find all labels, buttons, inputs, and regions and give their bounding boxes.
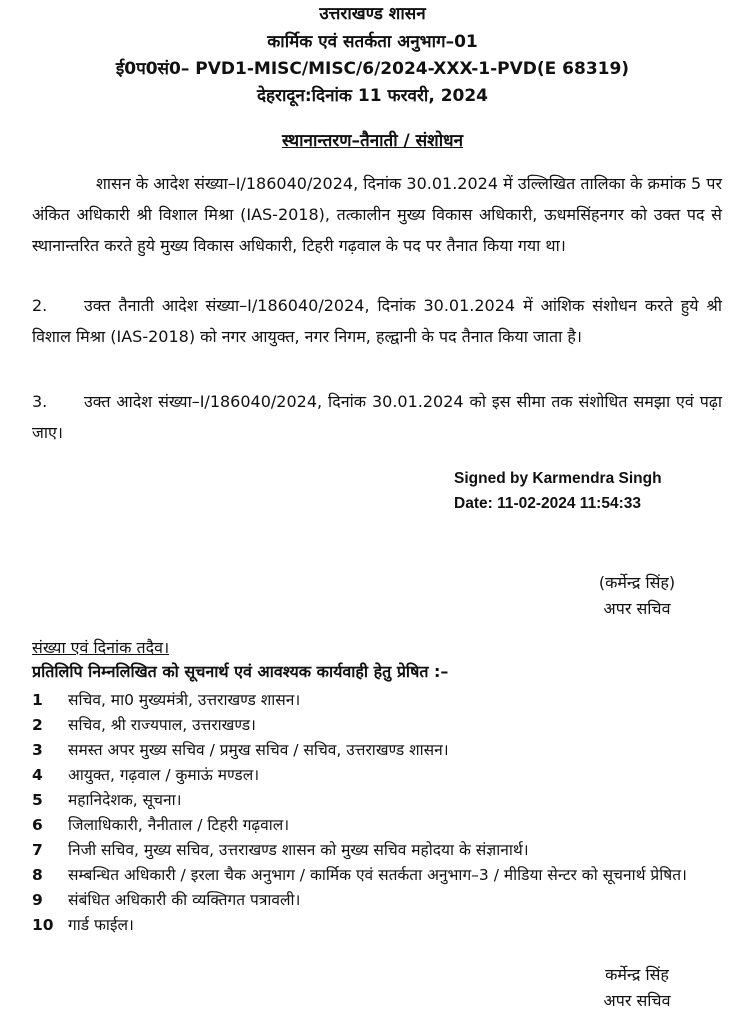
list-item [32, 838, 732, 863]
paragraph-2-number: 2. [32, 296, 48, 315]
list-item-text: समस्त अपर मुख्य सचिव / प्रमुख सचिव / सचिव, उत्तराखण्ड शासन। [68, 741, 449, 759]
list-item-text: महानिदेशक, सूचना। [68, 791, 182, 809]
file-number: ई0प0सं0– PVD1-MISC/MISC/6/2024-XXX-1-PVD(E 68319) [115, 59, 630, 79]
list-item-number: 7 [32, 841, 43, 859]
list-item [32, 888, 732, 913]
list-item-text: गार्ड फाईल। [68, 916, 134, 934]
list-item-number: 10 [32, 916, 54, 934]
paragraph-3-number: 3. [32, 392, 48, 411]
list-item [32, 913, 732, 938]
list-item [32, 763, 732, 788]
paragraph-2 [32, 290, 722, 352]
list-item-text: सम्बन्धित अधिकारी / इरला चैक अनुभाग / कार्मिक एवं सतर्कता अनुभाग–3 / मीडिया सेन्टर को सूचनार्थ प्रेषित। [68, 866, 687, 884]
list-item [32, 688, 732, 713]
list-item-number: 4 [32, 766, 43, 784]
list-item-number: 9 [32, 891, 43, 909]
list-item-text: निजी सचिव, मुख्य सचिव, उत्तराखण्ड शासन को मुख्य सचिव महोदया के संज्ञानार्थ। [68, 841, 529, 859]
list-item [32, 813, 732, 838]
list-item-text: संबंधित अधिकारी की व्यक्तिगत पत्रावली। [68, 891, 301, 909]
closing-signatory-block [572, 962, 702, 1014]
subject-heading: स्थानान्तरण–तैनाती / संशोधन [281, 131, 464, 151]
reference-block [32, 636, 448, 684]
paragraph-1-text: शासन के आदेश संख्या–I/186040/2024, दिनांक 30.01.2024 में उल्लिखित तालिका के क्रमांक 5 पर अंकित अधिकारी श्री विशाल मिश्रा (IAS-2018), तत्कालीन मुख्य विकास अधिकारी, ऊधमसिंहनगर को उक्त पद से स्थानान्तरित करते हुये मुख्य विकास अधिकारी, टिहरी गढ़वाल के पद पर तैनात किया गया था। [32, 174, 722, 255]
paragraph-2-text: उक्त तैनाती आदेश संख्या–I/186040/2024, दिनांक 30.01.2024 में आंशिक संशोधन करते हुये श्री विशाल मिश्रा (IAS-2018) को नगर आयुक्त, नगर निगम, हल्द्वानी के पद तैनात किया जाता है। [32, 296, 722, 346]
reference-intro: प्रतिलिपि निम्नलिखित को सूचनार्थ एवं आवश्यक कार्यवाही हेतु प्रेषित :– [32, 662, 449, 681]
list-item-number: 6 [32, 816, 43, 834]
list-item [32, 863, 732, 888]
section-heading: कार्मिक एवं सतर्कता अनुभाग–01 [267, 32, 478, 52]
list-item-text: सचिव, श्री राज्यपाल, उत्तराखण्ड। [68, 716, 256, 734]
list-item-number: 1 [32, 691, 43, 709]
list-item-number: 2 [32, 716, 43, 734]
place-date: देहरादून:दिनांक 11 फरवरी, 2024 [256, 86, 489, 106]
paragraph-3-text: उक्त आदेश संख्या–I/186040/2024, दिनांक 30.01.2024 को इस सीमा तक संशोधित समझा एवं पढ़ा जाए। [32, 392, 722, 442]
list-item-text: आयुक्त, गढ़वाल / कुमाऊं मण्डल। [68, 766, 260, 784]
list-item-number: 3 [32, 741, 43, 759]
list-item [32, 738, 732, 763]
signatory-name: (कर्मेन्द्र सिंह) [598, 573, 676, 592]
paragraph-3 [32, 386, 722, 448]
digital-signature [454, 466, 662, 516]
list-item [32, 788, 732, 813]
digital-signature-signer: Signed by Karmendra Singh [454, 470, 662, 487]
closing-signatory-name: कर्मेन्द्र सिंह [605, 965, 669, 984]
signatory-block [572, 570, 702, 622]
list-item-text: सचिव, मा0 मुख्यमंत्री, उत्तराखण्ड शासन। [68, 691, 301, 709]
reference-title: संख्या एवं दिनांक तदैव। [32, 638, 170, 657]
list-item-text: जिलाधिकारी, नैनीताल / टिहरी गढ़वाल। [68, 816, 290, 834]
department-heading: उत्तराखण्ड शासन [319, 4, 426, 24]
list-item-number: 8 [32, 866, 43, 884]
closing-signatory-designation: अपर सचिव [603, 991, 671, 1010]
list-item-number: 5 [32, 791, 43, 809]
paragraph-1 [32, 168, 722, 261]
list-item [32, 713, 732, 738]
copy-list [32, 688, 732, 938]
digital-signature-date: Date: 11-02-2024 11:54:33 [454, 495, 641, 512]
signatory-designation: अपर सचिव [603, 599, 671, 618]
